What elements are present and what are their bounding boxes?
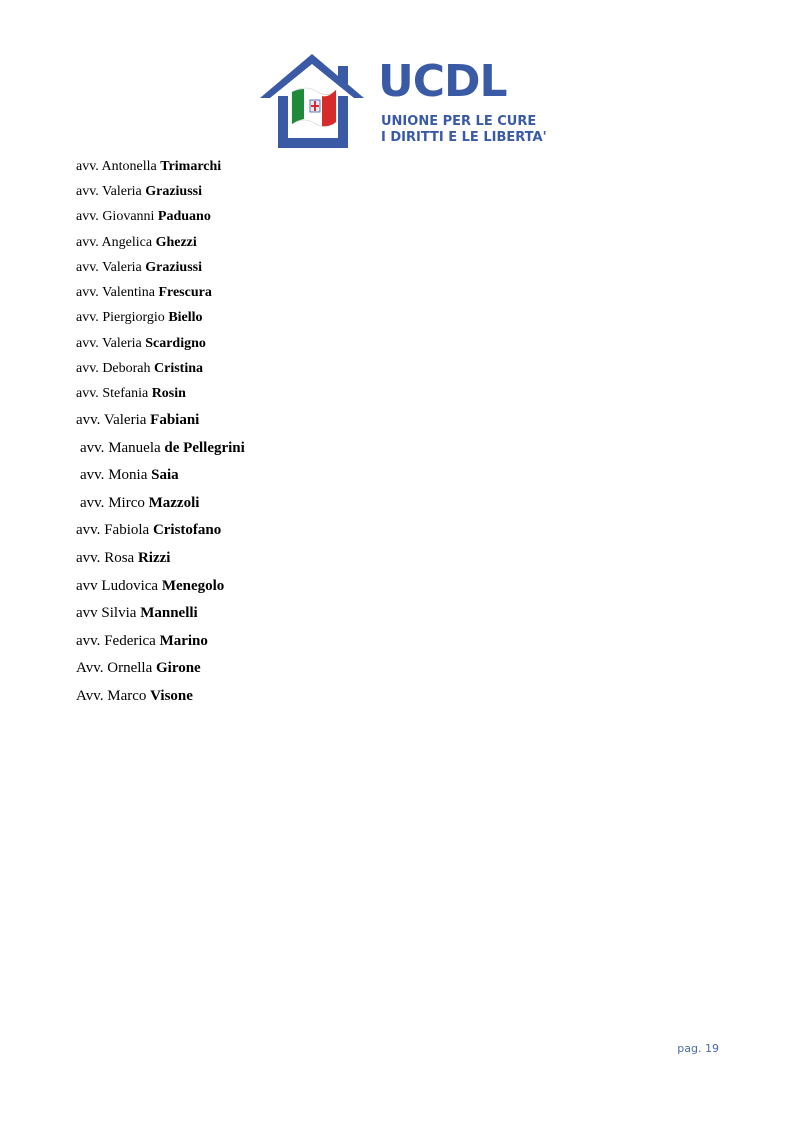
list-item [76, 632, 208, 650]
lawyer-surname: Frescura [158, 285, 212, 300]
list-item [76, 604, 198, 622]
logo-acronym: UCDL [378, 56, 507, 107]
lawyer-surname: Saia [151, 467, 179, 483]
lawyer-surname: Menegolo [161, 578, 225, 594]
lawyer-first-name: Fabiola [104, 522, 150, 538]
lawyer-surname: Rizzi [137, 550, 171, 566]
lawyer-title: avv [76, 605, 98, 621]
lawyer-surname: Rosin [151, 386, 186, 401]
lawyer-first-name: Mirco [108, 495, 145, 511]
lawyer-title: avv. [76, 159, 99, 174]
lawyer-first-name: Deborah [102, 361, 151, 376]
lawyer-surname: Marino [159, 633, 208, 649]
lawyer-surname: Mazzoli [148, 495, 200, 511]
lawyer-first-name: Valeria [102, 260, 142, 275]
lawyer-surname: Graziussi [145, 184, 202, 199]
list-item [76, 411, 199, 429]
lawyer-surname: Mannelli [140, 605, 198, 621]
lawyer-surname: Trimarchi [160, 159, 222, 174]
lawyer-title: avv. [76, 310, 99, 325]
lawyer-first-name: Valeria [102, 336, 142, 351]
lawyer-first-name: Piergiorgio [102, 310, 165, 325]
logo-tagline-line-1: UNIONE PER LE CURE [381, 114, 537, 129]
lawyer-title: avv. [76, 285, 99, 300]
lawyer-surname: Biello [168, 310, 203, 325]
list-item [76, 385, 186, 403]
list-item [80, 439, 245, 457]
list-item [76, 158, 221, 176]
lawyer-title: avv. [76, 522, 101, 538]
lawyer-first-name: Federica [104, 633, 156, 649]
lawyer-surname: Fabiani [150, 412, 200, 428]
logo-tagline-line-2: I DIRITTI E LE LIBERTA' [381, 130, 547, 145]
lawyer-title: avv. [76, 633, 101, 649]
list-item [76, 208, 211, 226]
lawyer-first-name: Antonella [101, 159, 157, 174]
lawyer-title: avv. [76, 336, 99, 351]
list-item [76, 360, 203, 378]
lawyer-surname: Cristofano [152, 522, 222, 538]
lawyer-title: avv. [76, 184, 99, 199]
lawyer-title: avv. [76, 550, 101, 566]
list-item [76, 309, 203, 327]
lawyer-title: Avv. [76, 688, 104, 704]
lawyer-first-name: Rosa [104, 550, 135, 566]
list-item [76, 659, 201, 677]
list-item [76, 259, 202, 277]
lawyer-title: avv. [76, 412, 101, 428]
lawyer-surname: Ghezzi [155, 235, 197, 250]
lawyer-title: avv. [76, 235, 99, 250]
lawyer-surname: Cristina [154, 361, 204, 376]
list-item [76, 687, 193, 705]
lawyer-first-name: Monia [108, 467, 148, 483]
lawyer-first-name: Angelica [101, 235, 153, 250]
lawyer-first-name: Giovanni [102, 209, 155, 224]
ucdl-logo [260, 52, 560, 152]
list-item [76, 183, 202, 201]
lawyer-first-name: Valentina [102, 285, 155, 300]
lawyer-title: avv. [80, 467, 105, 483]
lawyer-title: avv [76, 578, 98, 594]
lawyer-surname: Paduano [157, 209, 211, 224]
list-item [76, 234, 197, 252]
list-item [80, 494, 199, 512]
lawyer-first-name: Stefania [102, 386, 149, 401]
lawyer-surname: Graziussi [145, 260, 202, 275]
lawyer-first-name: Silvia [101, 605, 137, 621]
lawyer-surname: Girone [155, 660, 201, 676]
list-item [76, 521, 221, 539]
lawyer-title: avv. [76, 260, 99, 275]
lawyer-surname: de Pellegrini [164, 440, 245, 456]
list-item [80, 466, 179, 484]
lawyer-first-name: Valeria [102, 184, 142, 199]
lawyer-title: avv. [76, 209, 99, 224]
lawyer-title: avv. [80, 495, 105, 511]
house-flag-icon [260, 52, 372, 152]
lawyer-first-name: Valeria [103, 412, 147, 428]
list-item [76, 335, 206, 353]
lawyer-first-name: Ludovica [101, 578, 159, 594]
list-item [76, 549, 170, 567]
page-number: pag. 19 [677, 1042, 719, 1055]
lawyer-title: avv. [76, 361, 99, 376]
lawyer-title: avv. [76, 386, 99, 401]
lawyer-title: Avv. [76, 660, 104, 676]
list-item [76, 284, 212, 302]
lawyer-first-name: Marco [107, 688, 147, 704]
lawyer-surname: Visone [150, 688, 193, 704]
list-item [76, 577, 224, 595]
lawyer-first-name: Manuela [108, 440, 161, 456]
lawyer-first-name: Ornella [107, 660, 153, 676]
lawyer-title: avv. [80, 440, 105, 456]
lawyer-surname: Scardigno [145, 336, 206, 351]
